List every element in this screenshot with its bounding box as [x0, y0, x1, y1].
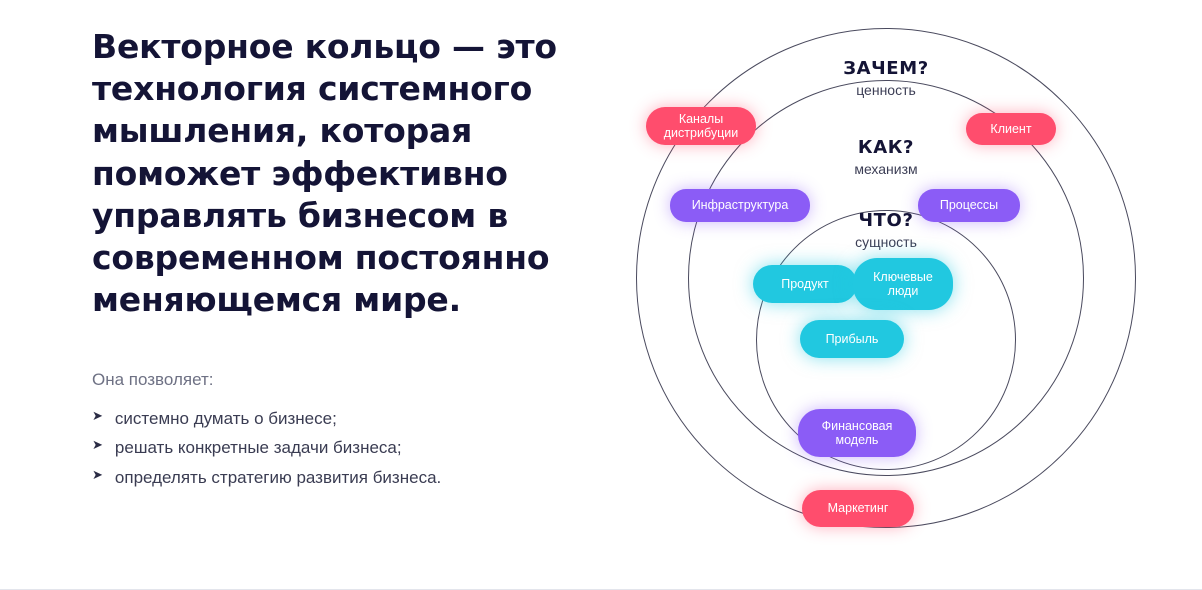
ring-label-how-title: КАК?	[857, 137, 915, 158]
list-item-label: определять стратегию развития бизнеса.	[114, 468, 442, 488]
list-item	[92, 404, 592, 434]
list-item-label: системно думать о бизнесе;	[114, 408, 337, 428]
list-item-label: решать конкретные задачи бизнеса;	[114, 438, 402, 458]
page-title: Векторное кольцо — это технология системного мышления, которая поможет эффективно управлять бизнесом в современном постоянно меняющемся мире.	[92, 27, 557, 320]
ring-label-why	[766, 58, 1006, 98]
node-infrastructure[interactable]: Инфраструктура	[670, 189, 810, 222]
node-profit[interactable]: Прибыль	[800, 320, 904, 358]
ring-label-how-sub: механизм	[854, 161, 918, 177]
node-client[interactable]: Клиент	[966, 113, 1056, 145]
node-key-people[interactable]: Ключевые люди	[853, 258, 953, 310]
ring-label-why-title: ЗАЧЕМ?	[843, 58, 929, 79]
node-distribution-channels[interactable]: Каналы дистрибуции	[646, 107, 756, 145]
arrow-icon: ➤	[92, 467, 103, 483]
arrow-icon: ➤	[92, 437, 103, 453]
list-item	[92, 463, 592, 493]
ring-label-how	[766, 137, 1006, 177]
node-financial-model[interactable]: Финансовая модель	[798, 409, 916, 457]
list-item	[92, 433, 592, 463]
node-product[interactable]: Продукт	[753, 265, 857, 303]
node-marketing[interactable]: Маркетинг	[802, 490, 914, 527]
benefits-list	[92, 404, 592, 493]
ring-label-why-sub: ценность	[856, 82, 916, 98]
ring-label-what-title: ЧТО?	[858, 210, 914, 231]
node-processes[interactable]: Процессы	[918, 189, 1020, 222]
text-column	[92, 26, 592, 509]
ring-label-what-sub: сущность	[855, 234, 917, 250]
intro-label: Она позволяет:	[92, 369, 214, 389]
vector-ring-diagram	[608, 10, 1168, 570]
arrow-icon: ➤	[92, 407, 103, 423]
